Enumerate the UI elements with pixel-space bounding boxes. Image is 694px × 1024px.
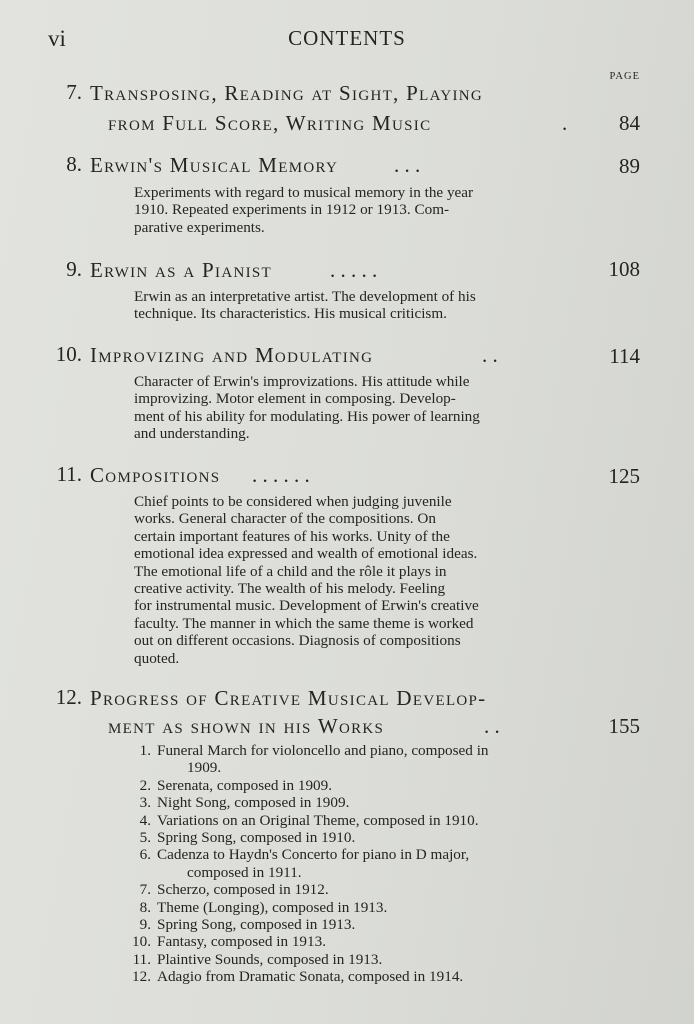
entry-page: 125: [608, 464, 640, 488]
entry-description: Chief points to be considered when judging juvenile works. General character of the compositions. On certain important features of his works. Unity of the emotional idea expressed and wealth of emotional ideas. The emotional life of a child and the rôle it plays in creative activity. The wealth of his melody. Feeling for instrumental music. Development of Erwin's creative faculty. The manner in which the same theme is worked out on different occasions. Diagnosis of compositions quoted.: [134, 493, 479, 667]
list-item: 9. Spring Song, composed in 1913.: [139, 916, 356, 934]
entry-page: 155: [608, 714, 640, 738]
list-item: 7. Scherzo, composed in 1912.: [139, 881, 329, 899]
page-column-label: PAGE: [609, 71, 640, 82]
entry-title-line1: Transposing, Reading at Sight, Playing: [90, 81, 484, 105]
entry-description: Character of Erwin's improvizations. His attitude while improvizing. Motor element in composing. Develop- ment of his ability for modulating. His power of learning and understanding.: [134, 373, 480, 443]
entry-title-line2: from Full Score, Writing Music .: [108, 111, 568, 135]
entry-title-line2: ment as shown in his Works . .: [108, 714, 500, 738]
list-item: 12. Adagio from Dramatic Sonata, composed in 1914.: [132, 968, 464, 986]
running-title: CONTENTS: [288, 26, 406, 50]
entry-number: 12.: [55, 685, 82, 709]
entry-title-line1: Progress of Creative Musical Develop-: [90, 686, 487, 710]
entry-page: 84: [619, 111, 640, 135]
page-header: [0, 26, 694, 56]
entry-page: 89: [619, 154, 640, 178]
entry-description: Experiments with regard to musical memory in the year 1910. Repeated experiments in 1912 or 1913. Com- parative experiments.: [134, 184, 474, 236]
list-item: 4. Variations on an Original Theme, composed in 1910.: [139, 811, 479, 829]
entry-title: Improvizing and Modulating . .: [90, 343, 498, 367]
entry-number: 9.: [66, 257, 82, 281]
entry-title: Erwin as a Pianist . . . . .: [90, 258, 378, 282]
list-item: 3. Night Song, composed in 1909.: [139, 794, 350, 812]
entry-page: 114: [609, 344, 640, 368]
works-list: [100, 742, 570, 986]
entry-description: Erwin as an interpretative artist. The development of his technique. Its characteristics. His musical criticism.: [134, 288, 476, 323]
entry-title: Erwin's Musical Memory . . .: [90, 153, 421, 177]
list-item: 11. Plaintive Sounds, composed in 1913.: [132, 950, 383, 968]
list-item: 5. Spring Song, composed in 1910.: [139, 829, 356, 847]
page-folio: vi: [48, 26, 66, 51]
list-item: 10. Fantasy, composed in 1913.: [132, 933, 327, 951]
entry-number: 11.: [56, 462, 82, 486]
entry-page: 108: [608, 257, 640, 281]
entry-number: 7.: [66, 80, 82, 104]
list-item: 8. Theme (Longing), composed in 1913.: [139, 898, 388, 916]
entry-number: 10.: [55, 342, 82, 366]
entry-number: 8.: [66, 152, 82, 176]
list-item: 2. Serenata, composed in 1909.: [139, 776, 333, 794]
list-item: 6. Cadenza to Haydn's Concerto for piano in D major, composed in 1911.: [139, 846, 470, 881]
list-item: 1. Funeral March for violoncello and piano, composed in 1909.: [139, 742, 489, 777]
entry-title: Compositions . . . . . .: [90, 463, 310, 487]
